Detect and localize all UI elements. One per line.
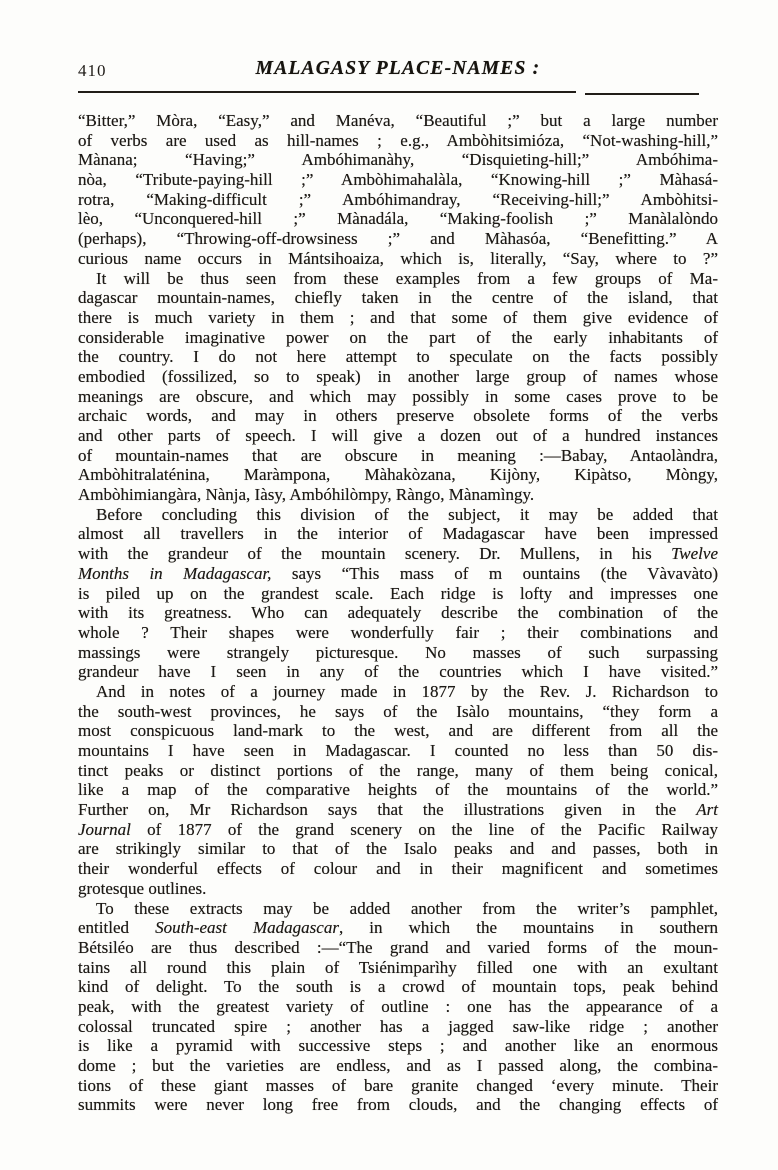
text-line (78, 131, 718, 151)
text-line (78, 485, 718, 505)
text-run: is piled up on the grandest scale. Each ridge is lofty and impresses one (78, 583, 718, 603)
text-run: summits were never long free from clouds, and the changing effects of (78, 1095, 718, 1115)
text-run: tions of these giant masses of bare granite changed ‘every minute. Their (78, 1075, 718, 1095)
text-line (78, 623, 718, 643)
text-run: are strikingly similar to that of the Isalo peaks and and passes, both in (78, 839, 718, 859)
page-header (78, 58, 718, 84)
text-run: And in notes of a journey made in 1877 by the Rev. J. Richardson to (96, 681, 718, 701)
text-line (78, 387, 718, 407)
text-line (78, 1095, 718, 1115)
text-run: dagascar mountain-names, chiefly taken in the centre of the island, that (78, 288, 718, 308)
text-run: grotesque outlines. (78, 878, 207, 898)
text-run: most conspicuous land-mark to the west, and are different from all the (78, 721, 718, 741)
text-run: nòa, “Tribute-paying-hill ;” Ambòhimahalàla, “Knowing-hill ;” Màhasá- (78, 170, 718, 190)
text-line (78, 859, 718, 879)
text-line (78, 682, 718, 702)
text-run: of 1877 of the grand scenery on the line of the Pacific Railway (130, 819, 718, 839)
text-run: of verbs are used as hill-names ; e.g., Ambòhitsimióza, “Not-washing-hill,” (78, 130, 718, 150)
text-run: with its greatness. Who can adequately describe the combination of the (78, 603, 718, 623)
text-run: (perhaps), “Throwing-off-drowsiness ;” and Màhasóa, “Benefitting.” A (78, 229, 718, 249)
text-line (78, 328, 718, 348)
text-line (78, 958, 718, 978)
text-line (78, 505, 718, 525)
paragraph (78, 505, 718, 682)
text-line (78, 524, 718, 544)
text-line (78, 1076, 718, 1096)
text-line (78, 603, 718, 623)
text-line (78, 780, 718, 800)
text-line (78, 229, 718, 249)
text-line (78, 150, 718, 170)
text-run: is like a pyramid with successive steps ; and another like an enormous (78, 1036, 718, 1056)
text-run: grandeur have I seen in any of the countries which I have visited.” (78, 662, 718, 682)
text-run: kind of delight. To the south is a crowd of mountain tops, peak behind (78, 977, 718, 997)
text-line (78, 721, 718, 741)
text-line (78, 170, 718, 190)
text-run: entitled (78, 918, 156, 938)
header-rule-main (78, 91, 576, 93)
text-line (78, 1056, 718, 1076)
running-title: MALAGASY PLACE-NAMES : (255, 58, 541, 79)
text-run: It will be thus seen from these examples from a few groups of Ma- (96, 268, 718, 288)
text-line (78, 997, 718, 1017)
text-run: of mountain-names that are obscure in meaning :—Babay, Antaolàndra, (78, 445, 718, 465)
text-line (78, 1017, 718, 1037)
text-run: , in which the mountains in southern (338, 918, 719, 938)
header-rule-right (585, 93, 699, 95)
text-run: tinct peaks or distinct portions of the range, many of them being conical, (78, 760, 718, 780)
text-run: massings were strangely picturesque. No masses of such surpassing (78, 642, 718, 662)
italic-text-run: Twelve (671, 544, 718, 564)
text-run: with the grandeur of the mountain scenery. Dr. Mullens, in his (78, 544, 672, 564)
text-line (78, 426, 718, 446)
italic-text-run: Art (696, 800, 718, 820)
text-run: the south-west provinces, he says of the Isàlo mountains, “they form a (78, 701, 718, 721)
text-run: Mànana; “Having;” Ambóhimanàhy, “Disquieting-hill;” Ambóhima- (78, 150, 718, 170)
text-line (78, 643, 718, 663)
text-run: rotra, “Making-difficult ;” Ambóhimandray, “Receiving-hill;” Ambòhitsi- (78, 189, 718, 209)
text-line (78, 879, 718, 899)
text-line (78, 938, 718, 958)
text-line (78, 1036, 718, 1056)
text-run: tains all round this plain of Tsiénimparìhy filled one with an exultant (78, 957, 718, 977)
text-run: Bétsiléo are thus described :—“The grand and varied forms of the moun- (78, 937, 718, 957)
text-line (78, 446, 718, 466)
italic-text-run: Months in Madagascar, (78, 563, 272, 583)
text-run: whole ? Their shapes were wonderfully fair ; their combinations and (78, 622, 718, 642)
text-line (78, 741, 718, 761)
text-run: Ambòhitralaténina, Maràmpona, Màhakòzana, Kijòny, Kipàtso, Mòngy, (78, 465, 718, 485)
paragraph (78, 111, 718, 269)
text-run: almost all travellers in the interior of Madagascar have been impressed (78, 524, 718, 544)
text-line (78, 190, 718, 210)
text-run: their wonderful effects of colour and in their magnificent and sometimes (78, 859, 718, 879)
text-run: mountains I have seen in Madagascar. I counted no less than 50 dis- (78, 741, 718, 760)
text-block (78, 111, 718, 1115)
text-line (78, 288, 718, 308)
text-run: “Bitter,” Mòra, “Easy,” and Manéva, “Beautiful ;” but a large number (78, 111, 718, 130)
text-line (78, 702, 718, 722)
page-number: 410 (78, 61, 107, 80)
text-line (78, 839, 718, 859)
paragraph (78, 899, 718, 1116)
text-line (78, 820, 718, 840)
text-run: archaic words, and may in others preserve obsolete forms of the verbs (78, 406, 718, 426)
text-run: To these extracts may be added another from the writer’s pamphlet, (96, 898, 718, 918)
paragraph (78, 682, 718, 899)
text-line (78, 761, 718, 781)
text-line (78, 800, 718, 820)
text-line (78, 269, 718, 289)
text-line (78, 249, 718, 269)
text-run: meanings are obscure, and which may possibly in some cases prove to be (78, 386, 718, 406)
text-run: and other parts of speech. I will give a dozen out of a hundred instances (78, 426, 718, 445)
text-run: lèo, “Unconquered-hill ;” Mànadála, “Making-foolish ;” Manàlalòndo (78, 209, 718, 229)
text-line (78, 899, 718, 919)
paragraph (78, 269, 718, 505)
text-line (78, 111, 718, 131)
text-line (78, 465, 718, 485)
text-line (78, 564, 718, 584)
text-line (78, 584, 718, 604)
text-run: there is much variety in them ; and that some of them give evidence of (78, 307, 718, 327)
text-run: says “This mass of m ountains (the Vàvavàto) (271, 563, 718, 583)
text-line (78, 544, 718, 564)
text-run: peak, with the greatest variety of outline : one has the appearance of a (78, 996, 718, 1016)
text-line (78, 977, 718, 997)
text-run: considerable imaginative power on the part of the early inhabitants of (78, 327, 718, 347)
text-line (78, 918, 718, 938)
italic-text-run: South-east Madagascar (155, 918, 339, 938)
text-run: dome ; but the varieties are endless, and as I passed along, the combina- (78, 1056, 718, 1075)
text-run: colossal truncated spire ; another has a jagged saw-like ridge ; another (78, 1016, 718, 1036)
italic-text-run: Journal (78, 819, 131, 839)
text-run: curious name occurs in Mántsihoaiza, which is, literally, “Say, where to ?” (78, 248, 718, 268)
text-line (78, 406, 718, 426)
text-line (78, 367, 718, 387)
text-run: Ambòhimiangàra, Nànja, Iàsy, Ambóhilòmpy, Ràngo, Mànamìngy. (78, 485, 535, 505)
text-line (78, 662, 718, 682)
text-line (78, 347, 718, 367)
text-run: Before concluding this division of the subject, it may be added that (96, 504, 718, 524)
text-run: Further on, Mr Richardson says that the illustrations given in the (78, 800, 697, 820)
text-line (78, 209, 718, 229)
text-run: the country. I do not here attempt to speculate on the facts possibly (78, 347, 718, 367)
text-run: embodied (fossilized, so to speak) in another large group of names whose (78, 366, 718, 386)
text-run: like a map of the comparative heights of the mountains of the world.” (78, 780, 718, 800)
text-line (78, 308, 718, 328)
